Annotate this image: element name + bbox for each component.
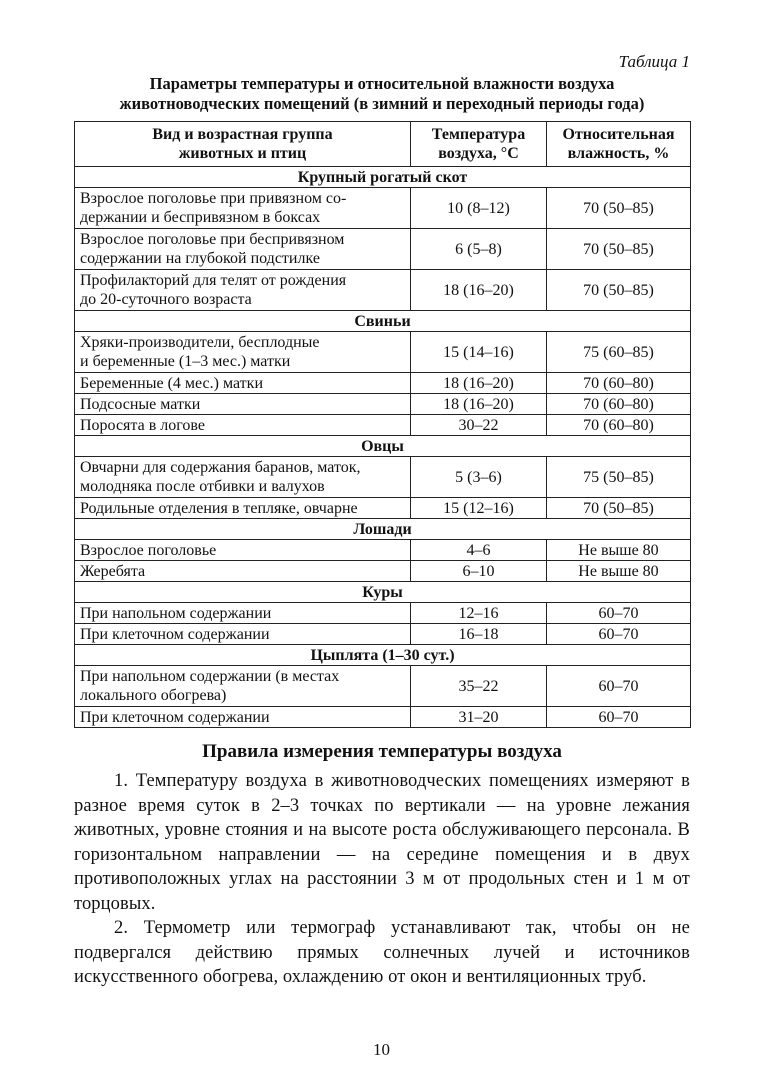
row-name-line: молодняка после отбивки и валухов: [80, 478, 325, 495]
header-line: Вид и возрастная группа: [152, 126, 333, 143]
paragraph: 1. Температуру воздуха в животноводческих помещениях измеряют в разное время суток в 2–3 точках по вертикали — на уровне лежания животных, уровне стояния и на высоте роста обслуживающего персонала. В горизонтальном направлении — на середине помещения и в двух противоположных углах на расстоянии 3 м от продольных стен и 1 м от торцовых.: [74, 771, 690, 914]
temperature-cell: 35–22: [411, 666, 547, 707]
group-title: Овцы: [75, 436, 691, 457]
humidity-cell: 60–70: [547, 603, 691, 624]
humidity-cell: Не выше 80: [547, 561, 691, 582]
humidity-cell: 70 (60–80): [547, 373, 691, 394]
row-name: [75, 332, 411, 373]
row-name-line: Овчарни для содержания баранов, маток,: [80, 459, 361, 476]
table-row: [75, 624, 691, 645]
row-name: [75, 603, 411, 624]
table-row: [75, 270, 691, 311]
row-name: [75, 666, 411, 707]
humidity-cell: 70 (50–85): [547, 188, 691, 229]
temperature-cell: 31–20: [411, 707, 547, 728]
header-line: Температура: [431, 126, 526, 143]
temperature-cell: 12–16: [411, 603, 547, 624]
table-row: [75, 666, 691, 707]
row-name-line: Взрослое поголовье при беспривязном: [80, 231, 345, 248]
row-name-line: При клеточном содержании: [80, 708, 270, 726]
row-name-line: Взрослое поголовье при привязном со-: [80, 190, 347, 207]
temperature-cell: 15 (14–16): [411, 332, 547, 373]
humidity-cell: 70 (60–80): [547, 415, 691, 436]
row-name-line: Подсосные матки: [80, 395, 201, 413]
header-line: животных и птиц: [178, 145, 307, 162]
temperature-cell: 30–22: [411, 415, 547, 436]
table-row: [75, 540, 691, 561]
row-name: [75, 498, 411, 519]
table-row: [75, 457, 691, 498]
page-content: [74, 52, 690, 990]
table-group-row: [75, 167, 691, 188]
row-name-line: При клеточном содержании: [80, 625, 270, 643]
humidity-cell: 70 (50–85): [547, 229, 691, 270]
page-number: 10: [373, 1040, 390, 1059]
row-name-line: При напольном содержании: [80, 604, 272, 622]
header-line: Относительная: [562, 126, 675, 143]
row-name-line: При напольном содержании (в местах: [80, 668, 340, 685]
table-row: [75, 229, 691, 270]
row-name: [75, 229, 411, 270]
group-title: Крупный рогатый скот: [75, 167, 691, 188]
humidity-cell: 60–70: [547, 707, 691, 728]
humidity-cell: 60–70: [547, 666, 691, 707]
column-header-temperature: [411, 122, 547, 167]
header-line: воздуха, °С: [438, 145, 519, 162]
row-name-line: Беременные (4 мес.) матки: [80, 374, 264, 392]
temperature-cell: 6 (5–8): [411, 229, 547, 270]
table-row: [75, 332, 691, 373]
row-name-line: Родильные отделения в тепляке, овчарне: [80, 499, 358, 517]
group-title: Свиньи: [75, 311, 691, 332]
table-group-row: [75, 645, 691, 666]
temperature-cell: 18 (16–20): [411, 270, 547, 311]
row-name: [75, 624, 411, 645]
row-name-line: держании и беспривязном в боксах: [80, 209, 321, 226]
temperature-cell: 5 (3–6): [411, 457, 547, 498]
humidity-cell: 70 (50–85): [547, 270, 691, 311]
humidity-cell: 70 (60–80): [547, 394, 691, 415]
table-caption: [74, 74, 690, 113]
row-name-line: Взрослое поголовье: [80, 541, 217, 559]
row-name: [75, 373, 411, 394]
row-name: [75, 188, 411, 229]
row-name-line: Хряки-производители, бесплодные: [80, 334, 320, 351]
row-name: [75, 270, 411, 311]
parameters-table: [74, 121, 691, 728]
column-header-humidity: [547, 122, 691, 167]
table-group-row: [75, 582, 691, 603]
temperature-cell: 16–18: [411, 624, 547, 645]
row-name: [75, 707, 411, 728]
header-line: влажность, %: [567, 145, 670, 162]
humidity-cell: Не выше 80: [547, 540, 691, 561]
row-name: [75, 457, 411, 498]
table-group-row: [75, 311, 691, 332]
table-header-row: [75, 122, 691, 167]
table-row: [75, 188, 691, 229]
group-title: Куры: [75, 582, 691, 603]
temperature-cell: 18 (16–20): [411, 373, 547, 394]
humidity-cell: 75 (60–85): [547, 332, 691, 373]
humidity-cell: 70 (50–85): [547, 498, 691, 519]
table-row: [75, 415, 691, 436]
caption-line: животноводческих помещений (в зимний и переходный периоды года): [119, 93, 645, 113]
table-row: [75, 561, 691, 582]
row-name-line: и беременные (1–3 мес.) матки: [80, 353, 291, 370]
table-row: [75, 603, 691, 624]
row-name-line: Поросята в логове: [80, 416, 205, 434]
row-name: [75, 561, 411, 582]
row-name-line: локального обогрева): [80, 687, 227, 704]
table-group-row: [75, 436, 691, 457]
table-row: [75, 373, 691, 394]
table-group-row: [75, 519, 691, 540]
caption-line: Параметры температуры и относительной влажности воздуха: [149, 74, 615, 93]
table-body: [75, 167, 691, 728]
table-row: [75, 394, 691, 415]
humidity-cell: 60–70: [547, 624, 691, 645]
row-name: [75, 394, 411, 415]
row-name-line: Профилакторий для телят от рождения: [80, 272, 347, 289]
row-name: [75, 540, 411, 561]
row-name-line: Жеребята: [80, 562, 146, 580]
temperature-cell: 15 (12–16): [411, 498, 547, 519]
row-name-line: содержании на глубокой подстилке: [80, 250, 320, 267]
table-row: [75, 498, 691, 519]
humidity-cell: 75 (50–85): [547, 457, 691, 498]
group-title: Цыплята (1–30 сут.): [75, 645, 691, 666]
temperature-cell: 10 (8–12): [411, 188, 547, 229]
row-name-line: до 20-суточного возраста: [80, 291, 252, 308]
row-name: [75, 415, 411, 436]
table-label: Таблица 1: [618, 52, 690, 71]
paragraph: 2. Термометр или термограф устанавливают так, чтобы он не подвергался действию прямых солнечных лучей и источников искусственного обогрева, охлаждению от окон и вентиляционных труб.: [74, 918, 690, 987]
column-header-group: [75, 122, 411, 167]
temperature-cell: 4–6: [411, 540, 547, 561]
table-row: [75, 707, 691, 728]
temperature-cell: 18 (16–20): [411, 394, 547, 415]
section-title: Правила измерения температуры воздуха: [202, 741, 562, 762]
group-title: Лошади: [75, 519, 691, 540]
temperature-cell: 6–10: [411, 561, 547, 582]
